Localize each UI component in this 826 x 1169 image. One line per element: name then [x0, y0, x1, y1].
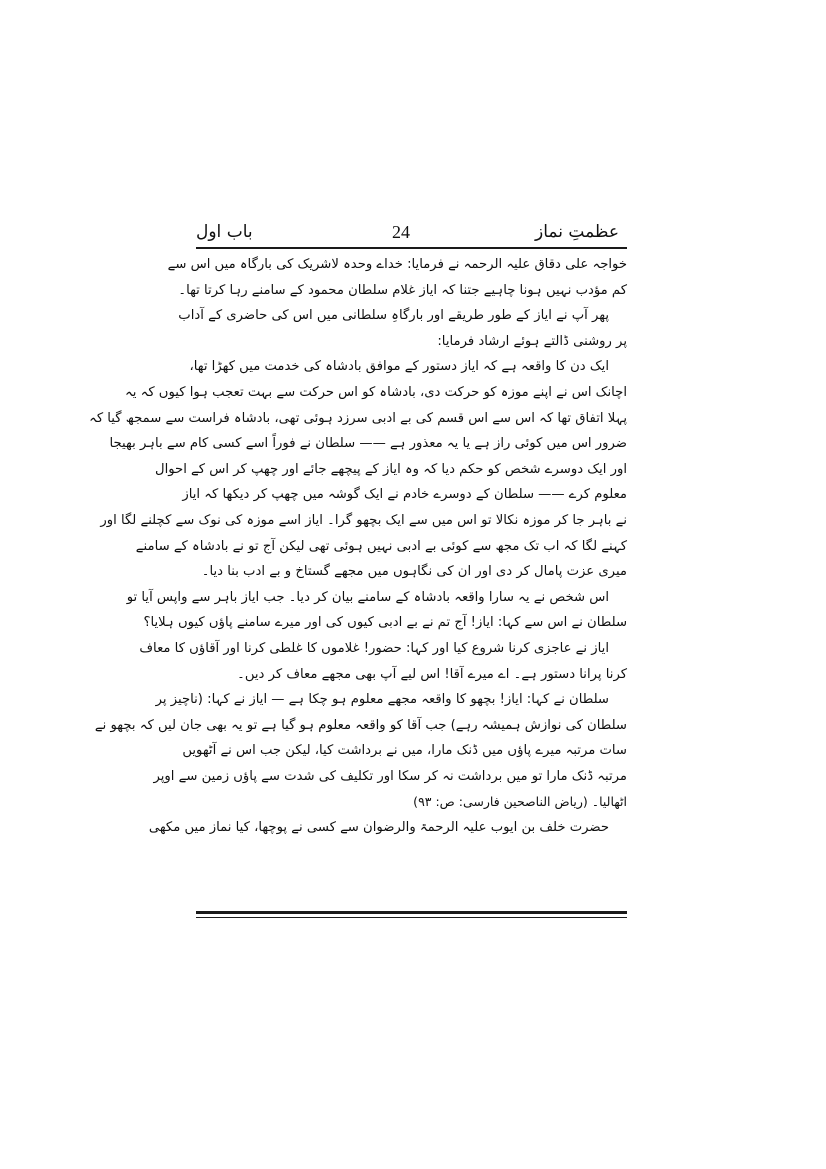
text-line: کہنے لگا کہ اب تک مجھ سے کوئی بے ادبی نہیں ہوئی تھی لیکن آج تو نے بادشاہ کے سامنے [135, 538, 627, 554]
chapter-label: باب اول [196, 222, 253, 242]
text-line: ضرور اس میں کوئی راز ہے یا یہ معذور ہے —— سلطان نے فوراً اسے کسی کام سے باہر بھیجا [109, 436, 627, 452]
text-line: پر روشنی ڈالتے ہوئے ارشاد فرمایا: [437, 333, 627, 349]
text-line: اور ایک دوسرے شخص کو حکم دیا کہ وہ ایاز کے پیچھے جائے اور چھپ کر اس کے احوال [154, 461, 627, 477]
text-line: ایاز نے عاجزی کرنا شروع کیا اور کہا: حضور! غلاموں کا غلطی کرنا اور آقاؤں کا معاف [139, 640, 609, 656]
header-divider [196, 247, 627, 249]
book-title: عظمتِ نماز [535, 222, 619, 242]
text-line: ایک دن کا واقعہ ہے کہ ایاز دستور کے موافق بادشاہ کی خدمت میں کھڑا تھا، [189, 359, 609, 375]
text-line: حضرت خلف بن ایوب علیہ الرحمۃ والرضوان سے کسی نے پوچھا، کیا نماز میں مکھی [148, 820, 609, 836]
text-line: سات مرتبہ میرے پاؤں میں ڈنک مارا، میں نے برداشت کیا، لیکن جب اس نے آٹھویں [182, 743, 627, 759]
text-line: سلطان نے اس سے کہا: ایاز! آج تم نے بے ادبی کیوں کی اور میرے سامنے پاؤں کیوں ہلایا؟ [143, 615, 627, 631]
text-line: کرنا پرانا دستور ہے۔ اے میرے آقا! اس لیے آپ بھی مجھے معاف کر دیں۔ [237, 666, 627, 682]
text-line: خواجہ علی دقاق علیہ الرحمہ نے فرمایا: خداے وحدہ لاشریک کی بارگاہ میں اس سے [167, 257, 627, 272]
text-line: پھر آپ نے ایاز کے طور طریقے اور بارگاہِ سلطانی میں اس کی حاضری کے آداب [178, 308, 609, 324]
text-line: اس شخص نے یہ سارا واقعہ بادشاہ کے سامنے بیان کر دیا۔ جب ایاز باہر سے واپس آیا تو [126, 589, 609, 605]
text-line: پہلا اتفاق تھا کہ اس سے اس قسم کی بے ادبی سرزد ہوئی تھی، بادشاہ فراست سے سمجھ گیا کہ [89, 410, 627, 426]
text-line: معلوم کرے —— سلطان کے دوسرے خادم نے ایک گوشہ میں چھپ کر دیکھا کہ ایاز [182, 487, 627, 503]
text-line: سلطان کی نوازش ہمیشہ رہے) جب آقا کو واقعہ معلوم ہو گیا ہے تو یہ بھی جان لیں کہ بچھو نے [94, 717, 627, 733]
body-text [89, 252, 627, 841]
page-number: 24 [392, 222, 410, 242]
citation-line: اٹھالیا۔ (ریاض الناصحین فارسی: ص: ۹۳) [413, 794, 627, 810]
text-line: نے باہر جا کر موزہ نکالا تو اس میں سے ایک بچھو گرا۔ ایاز اسے موزہ کی نوک سے کچلنے لگا اور [100, 512, 627, 528]
text-line: کم مؤدب نہیں ہونا چاہیے جتنا کہ ایاز غلام سلطان محمود کے سامنے رہا کرتا تھا۔ [178, 282, 627, 298]
text-line: میری عزت پامال کر دی اور ان کی نگاہوں میں مجھے گستاخ و بے ادب بنا دیا۔ [201, 564, 627, 580]
footer-divider-thick [196, 911, 627, 914]
text-line: سلطان نے کہا: ایاز! بچھو کا واقعہ مجھے معلوم ہو چکا ہے — ایاز نے کہا: (ناچیز پر [155, 692, 609, 708]
text-line: اچانک اس نے اپنے موزہ کو حرکت دی، بادشاہ کو اس حرکت سے بہت تعجب ہوا کیوں کہ یہ [125, 384, 627, 400]
text-line: مرتبہ ڈنک مارا تو میں برداشت نہ کر سکا اور تکلیف کی شدت سے پاؤں زمین سے اوپر [153, 768, 627, 784]
running-header [196, 220, 627, 246]
footer-divider-thin [196, 917, 627, 918]
